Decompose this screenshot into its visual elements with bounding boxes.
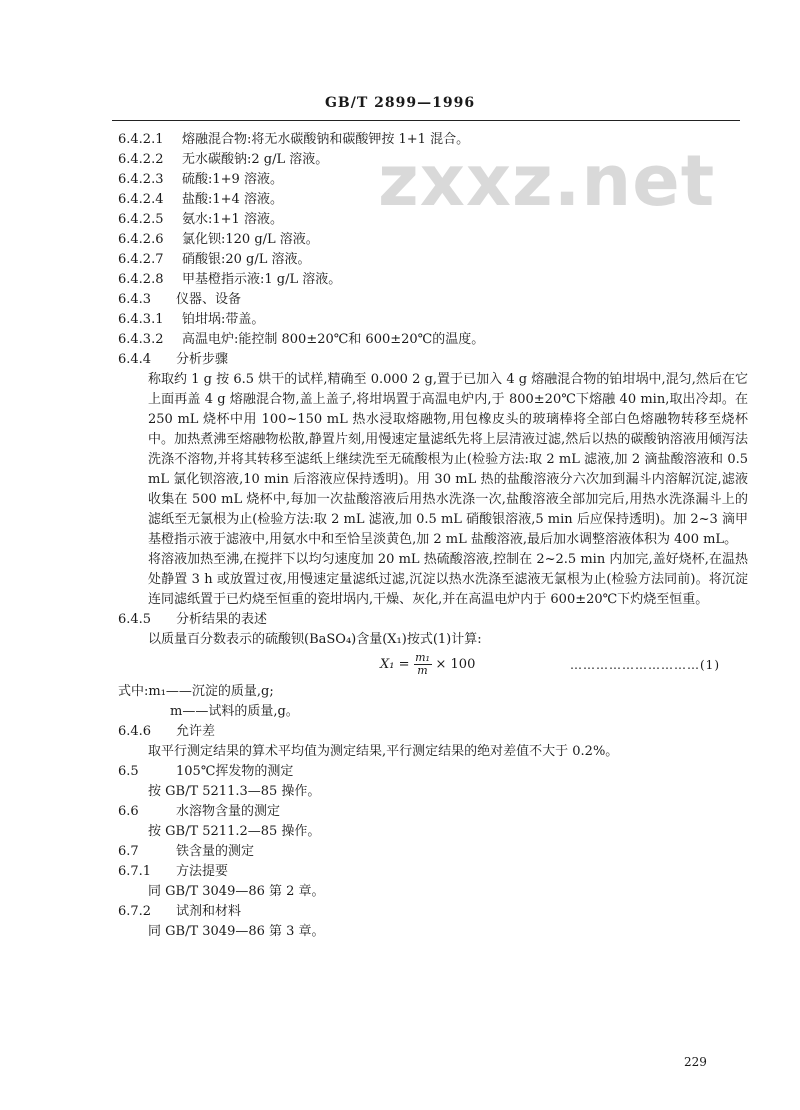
clause-number: 6.4.2.1 (118, 132, 164, 147)
paragraph-procedure-1: 称取约 1 g 按 6.5 烘干的试样,精确至 0.000 2 g,置于已加入 4 g 熔融混合物的铂坩埚中,混匀,然后在它上面再盖 4 g 熔融混合物,盖上盖子,将坩埚置于高温电炉内,于 800±20℃下熔融 40 min,取出冷却。在 250 mL 烧杯中用 100~150 mL 热水浸取熔融物,用包橡皮头的玻璃棒将全部白色熔融物转移至烧杯中。加热煮沸至熔融物松散,静置片刻,用慢速定量滤纸先将上层清液过滤,然后以热的碳酸钠溶液用倾泻法洗涤不溶物,并将其转移至滤纸上继续洗至无硫酸根为止(检验方法:取 2 mL 滤液,加 2 滴盐酸溶液和 0.5 mL 氯化钡溶液,10 min 后溶液应保持透明)。用 30 mL 热的盐酸溶液分六次加到漏斗内溶解沉淀,滤液收集在 500 mL 烧杯中,每加一次盐酸溶液后用热水洗涤一次,盐酸溶液全部加完后,用热水洗涤漏斗上的滤纸至无氯根为止(检验方法:取 2 mL 滤液,加 0.5 mL 硝酸银溶液,5 min 后应保持透明)。加 2~3 滴甲基橙指示液于滤液中,用氨水中和至恰呈淡黄色,加 2 mL 盐酸溶液,最后加水调整溶液体积为 400 mL。 (148, 372, 748, 547)
clause-text: 方法提要 (176, 864, 229, 879)
clause-number: 6.5 (118, 764, 139, 779)
section-heading (118, 290, 746, 310)
clause-text: 硝酸银:20 g/L 溶液。 (182, 252, 311, 267)
clause-number: 6.7.1 (118, 864, 152, 879)
clause-number: 6.4.2.4 (118, 192, 164, 207)
paragraph: 按 GB/T 5211.3—85 操作。 (148, 784, 321, 799)
clause-number: 6.4.2.7 (118, 252, 164, 267)
clause-text: 水溶物含量的测定 (176, 804, 281, 819)
section-heading (118, 842, 746, 862)
clause-number: 6.4.2.6 (118, 232, 164, 247)
clause-number: 6.4.2.3 (118, 172, 164, 187)
formula-where-1: 式中:m₁——沉淀的质量,g; (118, 684, 274, 699)
formula-where-2: m——试料的质量,g。 (170, 704, 299, 719)
clause-text: 氯化钡:120 g/L 溶液。 (182, 232, 319, 247)
formula-rhs: × 100 (435, 657, 476, 672)
document-body (118, 130, 746, 942)
clause-text: 仪器、设备 (176, 292, 242, 307)
list-item (118, 310, 746, 330)
list-item (118, 190, 746, 210)
section-heading (118, 902, 746, 922)
clause-text: 105℃挥发物的测定 (176, 764, 294, 779)
paragraph: 按 GB/T 5211.2—85 操作。 (148, 824, 321, 839)
paragraph: 取平行测定结果的算术平均值为测定结果,平行测定结果的绝对差值不大于 0.2%。 (148, 744, 619, 759)
formula-numerator: m₁ (415, 651, 430, 664)
list-item (118, 210, 746, 230)
clause-text: 甲基橙指示液:1 g/L 溶液。 (182, 272, 342, 287)
page-number: 229 (684, 1055, 707, 1069)
paragraph: 以质量百分数表示的硫酸钡(BaSO₄)含量(X₁)按式(1)计算: (148, 632, 482, 647)
clause-number: 6.4.2.8 (118, 272, 164, 287)
clause-text: 盐酸:1+4 溶液。 (182, 192, 283, 207)
formula-1 (118, 650, 746, 682)
clause-number: 6.4.2.2 (118, 152, 164, 167)
clause-number: 6.4.4 (118, 352, 152, 367)
clause-text: 分析步骤 (176, 352, 229, 367)
clause-text: 熔融混合物:将无水碳酸钠和碳酸钾按 1+1 混合。 (182, 132, 470, 147)
section-heading (118, 610, 746, 630)
clause-text: 高温电炉:能控制 800±20℃和 600±20℃的温度。 (182, 332, 485, 347)
page-header: GB/T 2899—1996 (324, 95, 476, 111)
section-heading (118, 722, 746, 742)
clause-number: 6.4.2.5 (118, 212, 164, 227)
clause-text: 允许差 (176, 724, 216, 739)
clause-text: 铂坩埚:带盖。 (182, 312, 265, 327)
clause-number: 6.7.2 (118, 904, 152, 919)
clause-text: 氨水:1+1 溶液。 (182, 212, 283, 227)
clause-text: 试剂和材料 (176, 904, 242, 919)
paragraph: 同 GB/T 3049—86 第 2 章。 (148, 884, 325, 899)
clause-text: 无水碳酸钠:2 g/L 溶液。 (182, 152, 329, 167)
formula-fraction (414, 652, 432, 677)
list-item (118, 250, 746, 270)
equation-number: …………………………(1) (570, 658, 720, 672)
section-heading (118, 862, 746, 882)
list-item (118, 270, 746, 290)
list-item (118, 150, 746, 170)
clause-number: 6.4.3.2 (118, 332, 164, 347)
formula-denominator: m (417, 664, 428, 677)
paragraph: 同 GB/T 3049—86 第 3 章。 (148, 924, 325, 939)
formula-lhs: X₁ = (380, 657, 410, 672)
section-heading (118, 802, 746, 822)
clause-number: 6.4.3.1 (118, 312, 164, 327)
formula-expression (380, 652, 475, 677)
watermark: zxxz.net (378, 140, 716, 222)
section-heading (118, 762, 746, 782)
list-item (118, 170, 746, 190)
list-item (118, 230, 746, 250)
clause-text: 分析结果的表述 (176, 612, 268, 627)
section-heading (118, 350, 746, 370)
header-rule (112, 120, 740, 121)
clause-text: 铁含量的测定 (176, 844, 255, 859)
clause-number: 6.6 (118, 804, 139, 819)
clause-number: 6.4.6 (118, 724, 152, 739)
clause-number: 6.7 (118, 844, 139, 859)
clause-number: 6.4.5 (118, 612, 152, 627)
clause-text: 硫酸:1+9 溶液。 (182, 172, 283, 187)
clause-number: 6.4.3 (118, 292, 152, 307)
list-item (118, 330, 746, 350)
list-item (118, 130, 746, 150)
paragraph-procedure-2: 将溶液加热至沸,在搅拌下以均匀速度加 20 mL 热硫酸溶液,控制在 2~2.5 min 内加完,盖好烧杯,在温热处静置 3 h 或放置过夜,用慢速定量滤纸过滤,沉淀以热水洗涤至滤液无氯根为止(检验方法同前)。将沉淀连同滤纸置于已灼烧至恒重的瓷坩埚内,干燥、灰化,并在高温电炉内于 600±20℃下灼烧至恒重。 (148, 552, 748, 607)
